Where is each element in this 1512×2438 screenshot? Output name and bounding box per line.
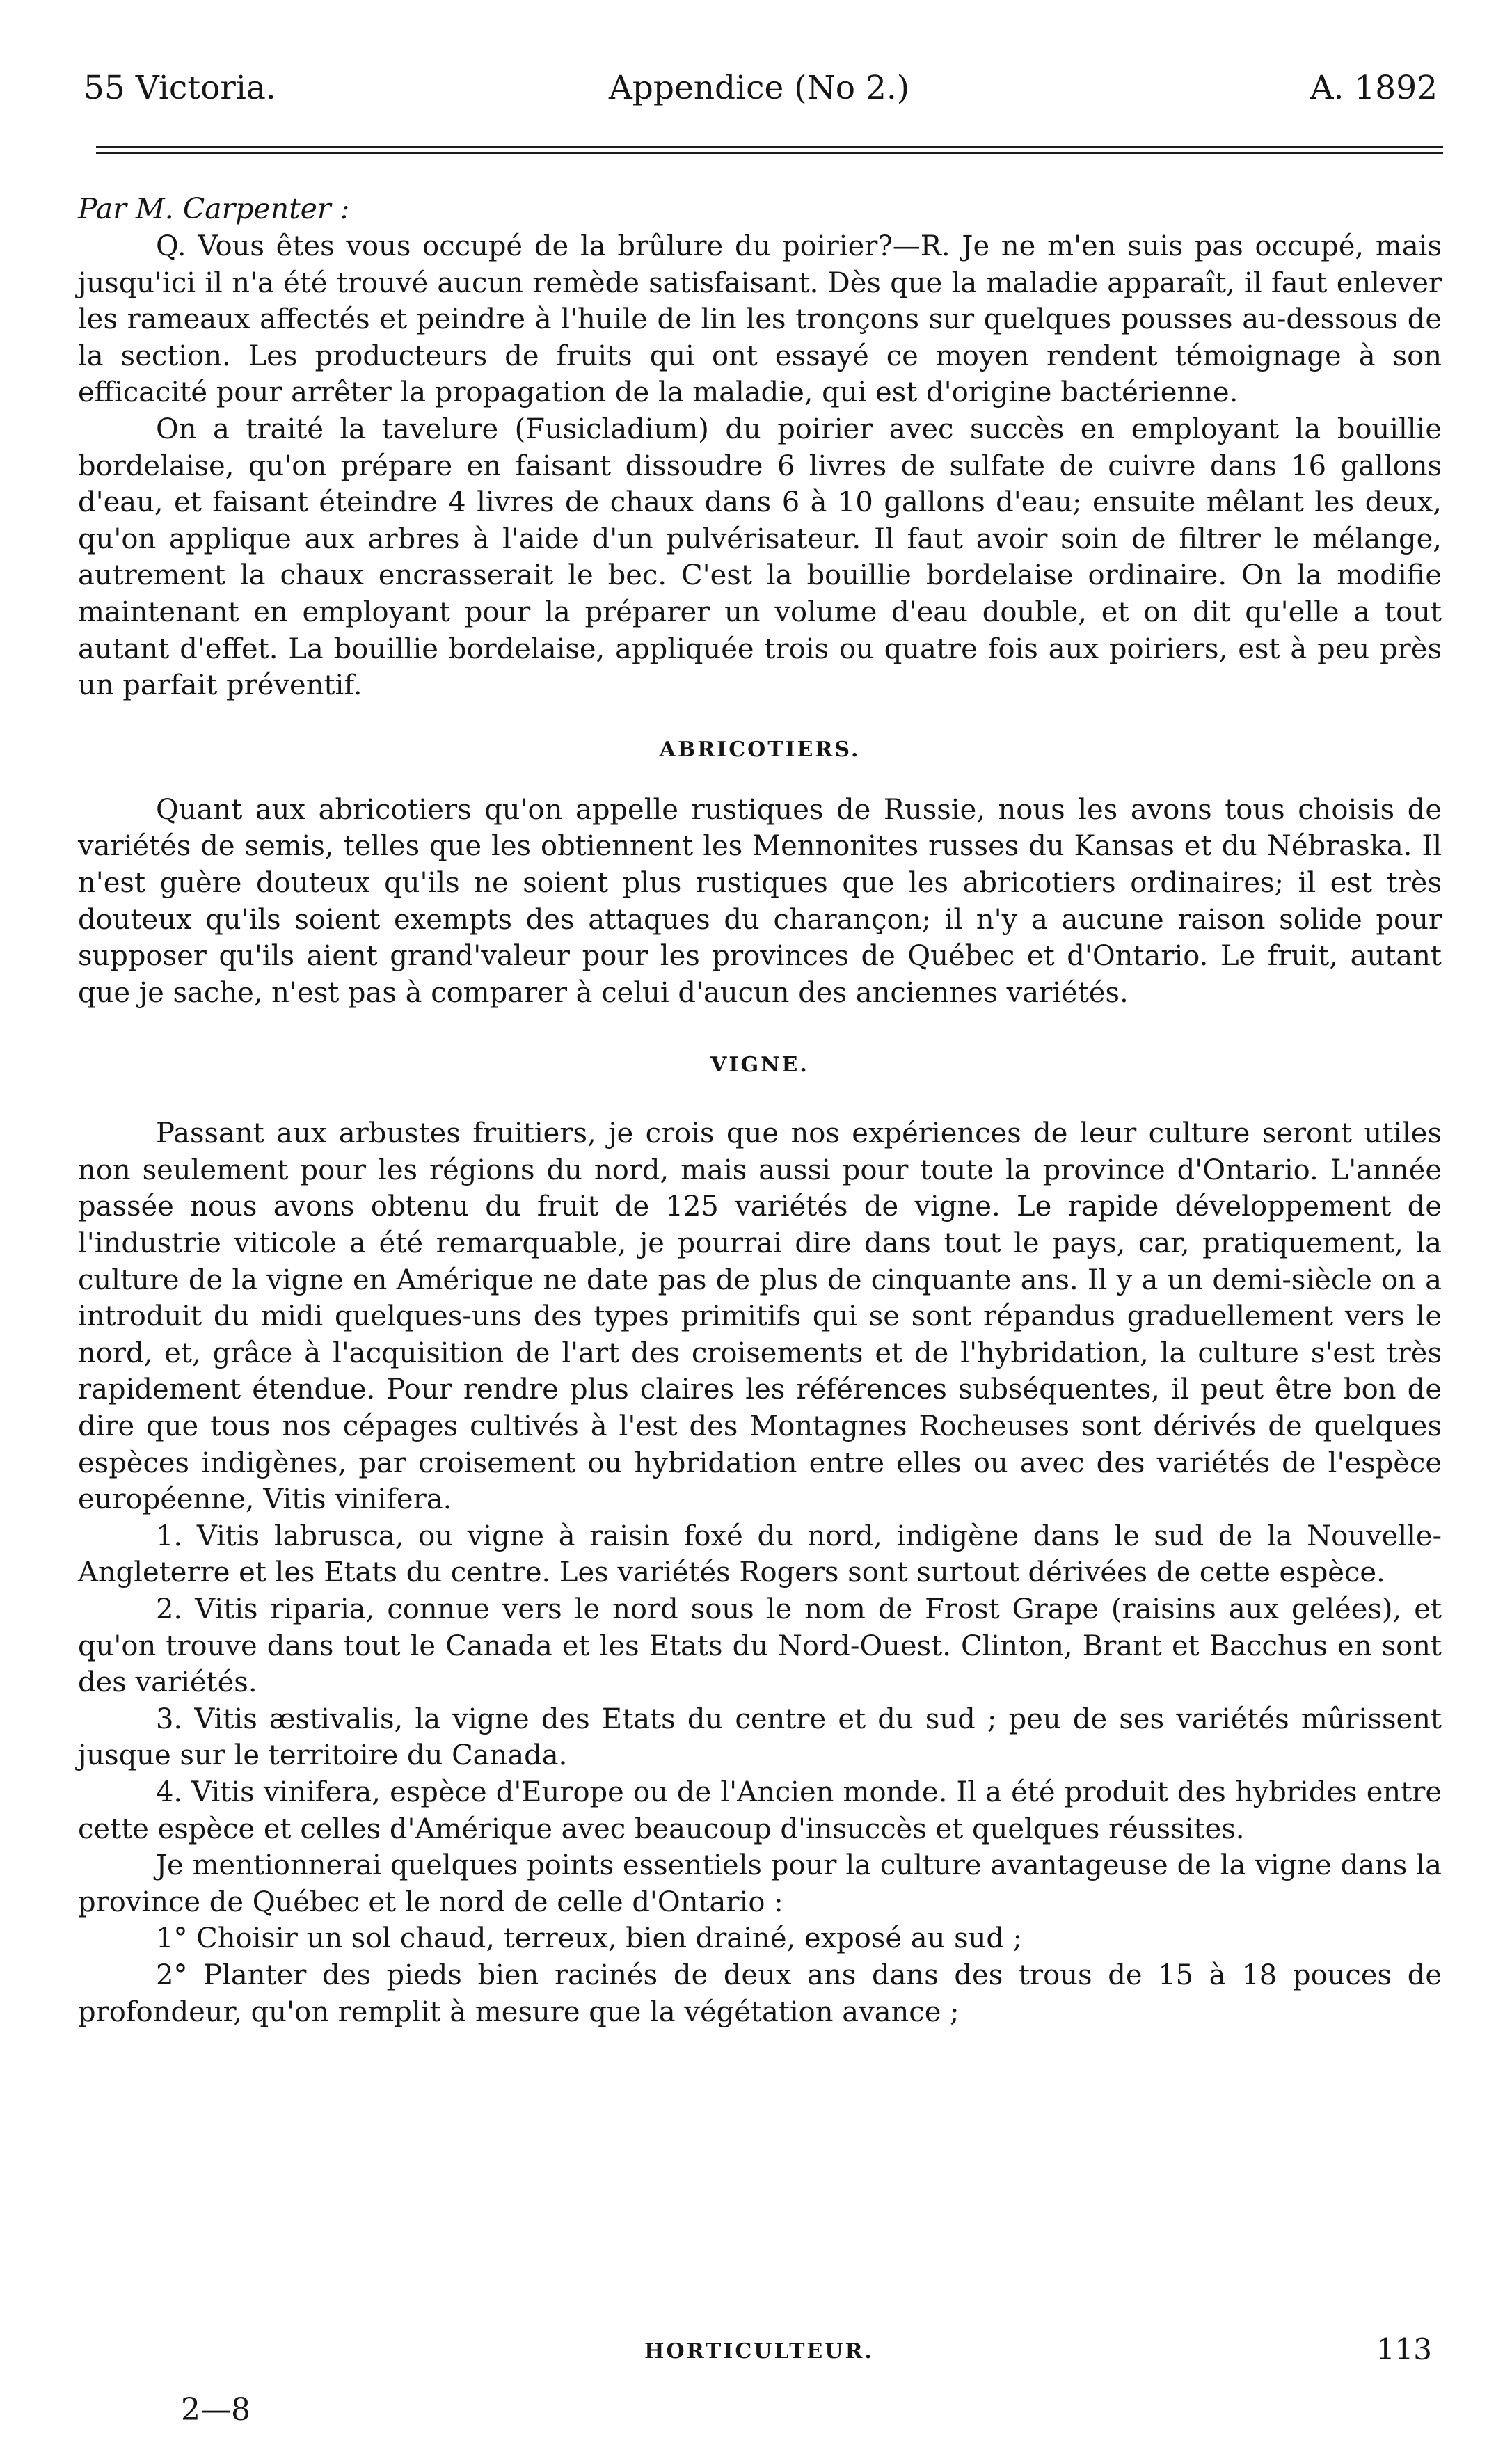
footer-title: HORTICULTEUR. [644, 2339, 874, 2364]
paragraph: Je mentionnerai quelques points essentiels pour la culture avantageuse de la vigne dans la province de Québec et le nord de celle d'Ontario : [78, 1849, 1442, 1918]
list-item: 1° Choisir un sol chaud, terreux, bien drainé, exposé au sud ; [156, 1922, 1023, 1955]
list-item: 2° Planter des pieds bien racinés de deux ans dans des trous de 15 à 18 pouces de profondeur, qu'on remplit à mesure que la végétation avance ; [78, 1959, 1442, 2028]
header-session: 55 Victoria. [83, 69, 276, 107]
paragraph: On a traité la tavelure (Fusicladium) du poirier avec succès en employant la bouillie bordelaise, qu'on prépare en faisant dissoudre 6 livres de sulfate de cuivre dans 16 gallons d'eau, et faisant éteindre 4 livres de chaux dans 6 à 10 gallons d'eau; ensuite mêlant les deux, qu'on applique aux arbres à l'aide d'un pulvérisateur. Il faut avoir soin de filtrer le mélange, autrement la chaux encrasserait le bec. C'est la bouillie bordelaise ordinaire. On la modifie maintenant en employant pour la préparer un volume d'eau double, et on dit qu'elle a tout autant d'effet. La bouillie bordelaise, appliquée trois ou quatre fois aux poiriers, est à peu près un parfait préventif. [78, 413, 1442, 702]
paragraph: Quant aux abricotiers qu'on appelle rustiques de Russie, nous les avons tous choisis de variétés de semis, telles que les obtiennent les Mennonites russes du Kansas et du Nébraska. Il n'est guère douteux qu'ils ne soient plus rustiques que les abricotiers ordinaires; il est très douteux qu'ils soient exempts des attaques du charançon; il n'y a aucune raison solide pour supposer qu'ils aient grand'valeur pour les provinces de Québec et d'Ontario. Le fruit, autant que je sache, n'est pas à comparer à celui d'aucun des anciennes variétés. [78, 793, 1442, 1009]
section-heading-abricotiers: ABRICOTIERS. [659, 737, 861, 762]
body-text [78, 189, 1442, 2030]
section-heading-vigne: VIGNE. [710, 1053, 809, 1078]
running-header [75, 64, 1443, 113]
list-item: 3. Vitis æstivalis, la vigne des Etats du centre et du sud ; peu de ses variétés mûrissent jusque sur le territoire du Canada. [78, 1703, 1442, 1772]
list-item: 1. Vitis labrusca, ou vigne à raisin foxé du nord, indigène dans le sud de la Nouvelle-Angleterre et les Etats du centre. Les variétés Rogers sont surtout dérivées de cette espèce. [78, 1520, 1442, 1589]
header-year: A. 1892 [1310, 69, 1438, 107]
page-footer [75, 2332, 1443, 2437]
paragraph: Q. Vous êtes vous occupé de la brûlure du poirier?—R. Je ne m'en suis pas occupé, mais jusqu'ici il n'a été trouvé aucun remède satisfaisant. Dès que la maladie apparaît, il faut enlever les rameaux affectés et peindre à l'huile de lin les tronçons sur quelques pousses au-dessous de la section. Les producteurs de fruits qui ont essayé ce moyen rendent témoignage à son efficacité pour arrêter la propagation de la maladie, qui est d'origine bactérienne. [78, 230, 1442, 409]
header-rule-top [96, 146, 1443, 148]
printer-signature: 2—8 [181, 2392, 250, 2428]
document-page [75, 0, 1443, 2438]
list-item: 2. Vitis riparia, connue vers le nord sous le nom de Frost Grape (raisins aux gelées), et qu'on trouve dans tout le Canada et les Etats du Nord-Ouest. Clinton, Brant et Bacchus en sont des variétés. [78, 1593, 1442, 1699]
page-number: 113 [1376, 2332, 1432, 2366]
speaker-line: Par M. Carpenter : [78, 192, 350, 225]
header-rule-bottom [96, 152, 1443, 154]
header-appendix: Appendice (No 2.) [608, 69, 910, 107]
list-item: 4. Vitis vinifera, espèce d'Europe ou de l'Ancien monde. Il a été produit des hybrides entre cette espèce et celles d'Amérique avec beaucoup d'insuccès et quelques réussites. [78, 1776, 1442, 1845]
paragraph: Passant aux arbustes fruitiers, je crois que nos expériences de leur culture seront utiles non seulement pour les régions du nord, mais aussi pour toute la province d'Ontario. L'année passée nous avons obtenu du fruit de 125 variétés de vigne. Le rapide développement de l'industrie viticole a été remarquable, je pourrai dire dans tout le pays, car, pratiquement, la culture de la vigne en Amérique ne date pas de plus de cinquante ans. Il y a un demi-siècle on a introduit du midi quelques-uns des types primitifs qui se sont répandus graduellement vers le nord, et, grâce à l'acquisition de l'art des croisements et de l'hybridation, la culture s'est très rapidement étendue. Pour rendre plus claires les références subséquentes, il peut être bon de dire que tous nos cépages cultivés à l'est des Montagnes Rocheuses sont dérivés de quelques espèces indigènes, par croisement ou hybridation entre elles ou avec des variétés de l'espèce européenne, Vitis vinifera. [78, 1117, 1442, 1516]
